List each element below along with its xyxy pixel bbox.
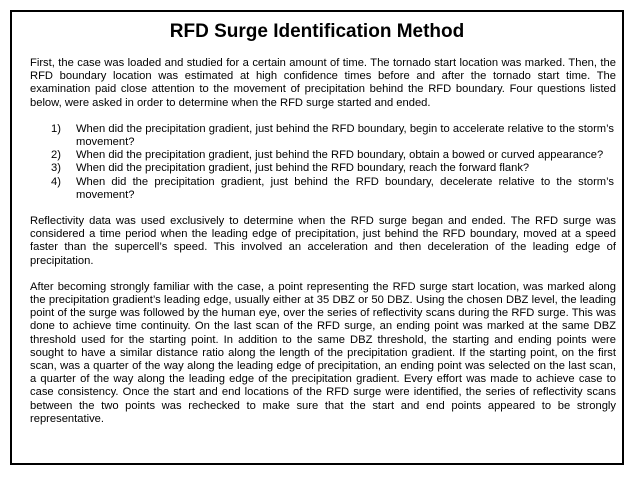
method-paragraph: After becoming strongly familiar with the case, a point representing the RFD surge start location, was marked along the precipitation gradient’s leading edge, usually either at 35 DBZ or 50 DBZ. Using the chosen DBZ level, the leading point of the surge was followed by the human eye, over the series of reflectivity scans during the RFD surge. This was done to achieve time continuity. On the last scan of the RFD surge, an ending point was marked at the same DBZ threshold used for the starting point. In addition to the same DBZ threshold, the starting and ending points were sought to have a similar distance ratio along the length of the precipitation gradient. If the starting point, on the first scan, was a quarter of the way along the leading edge of precipitation, an ending point was selected on the last scan, a quarter of the way along the leading edge of the precipitation gradient. Every effort was made to achieve case to case consistency. Once the start and end locations of the RFD surge were identified, the series of reflectivity scans between the two points was rechecked to make sure that the start and end points appeared to be strongly representative. xyxy=(30,280,616,425)
question-text: When did the precipitation gradient, just behind the RFD boundary, obtain a bowed or curved appearance? xyxy=(76,149,604,162)
question-item xyxy=(30,149,616,162)
document-frame xyxy=(10,10,624,465)
page-title: RFD Surge Identification Method xyxy=(169,21,465,42)
question-number: 4) xyxy=(51,175,61,188)
question-text: When did the precipitation gradient, just behind the RFD boundary, reach the forward flank? xyxy=(76,162,530,175)
question-item xyxy=(30,162,616,175)
question-list xyxy=(30,123,616,202)
document-body xyxy=(30,57,616,439)
reflectivity-paragraph: Reflectivity data was used exclusively to determine when the RFD surge began and ended. The RFD surge was considered a time period when the leading edge of precipitation, just behind the RFD boundary, moved at a speed faster than the supercell’s speed. This involved an acceleration and then deceleration of the leading edge of precipitation. xyxy=(30,215,616,267)
question-number: 1) xyxy=(51,122,61,135)
intro-paragraph: First, the case was loaded and studied for a certain amount of time. The tornado start location was marked. Then, the RFD boundary location was estimated at high confidence times before and after the tornado start time. The examination paid close attention to the movement of precipitation behind the RFD boundary. Four questions listed below, were asked in order to determine when the RFD surge started and ended. xyxy=(30,57,616,109)
question-text: When did the precipitation gradient, just behind the RFD boundary, begin to accelerate relative to the storm’s movement? xyxy=(76,122,614,149)
question-number: 3) xyxy=(51,162,61,175)
question-number: 2) xyxy=(51,149,61,162)
question-item xyxy=(30,123,616,149)
question-item xyxy=(30,176,616,202)
question-text: When did the precipitation gradient, just behind the RFD boundary, decelerate relative to the storm’s movement? xyxy=(76,175,614,201)
